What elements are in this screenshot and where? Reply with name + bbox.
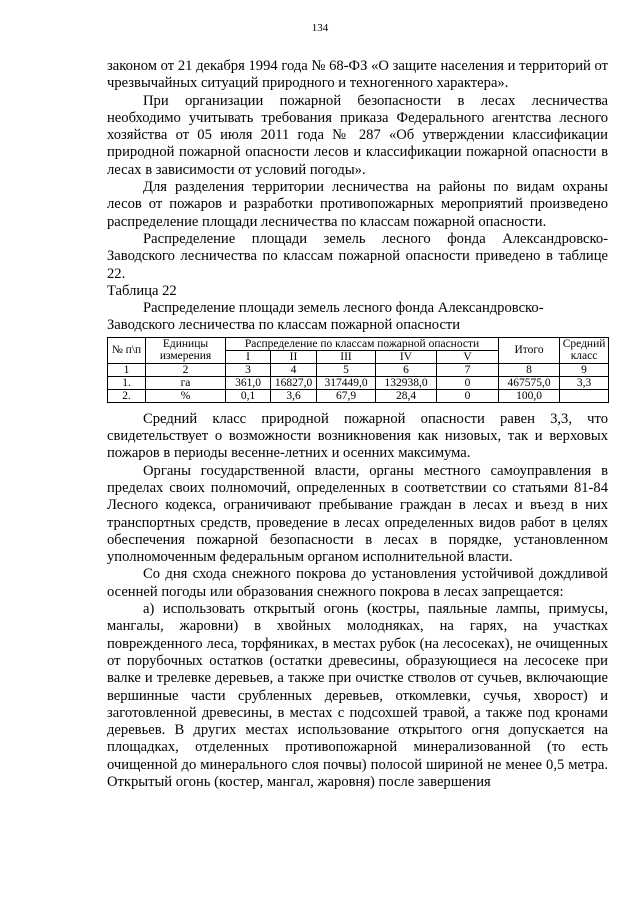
- table-row: [108, 389, 609, 402]
- table-cell: 9: [560, 363, 609, 376]
- table-cell: 2: [146, 363, 226, 376]
- table-cell: 0: [437, 389, 499, 402]
- table-cell: 8: [499, 363, 560, 376]
- table-header-row: [108, 337, 609, 350]
- paragraphs-before-table: [107, 58, 608, 283]
- table-cell: 3: [226, 363, 271, 376]
- table-cell: 3,3: [560, 376, 609, 389]
- table-cell: 4: [271, 363, 317, 376]
- table-cell: 100,0: [499, 389, 560, 402]
- table-cell: 5: [317, 363, 376, 376]
- table-caption-line-1: Распределение площади земель лесного фонда Александровско-: [143, 300, 544, 317]
- document-body: [107, 58, 608, 791]
- header-num: № п\п: [108, 337, 146, 363]
- paragraph: Средний класс природной пожарной опасности равен 3,3, что свидетельствует о возможности возникновения как низовых, так и верховых пожаров в периоды весенне-летних и осенних максимума.: [107, 410, 608, 462]
- header-class-3: III: [317, 350, 376, 363]
- header-class-5: V: [437, 350, 499, 363]
- table-cell: 16827,0: [271, 376, 317, 389]
- table-caption-line-2: Заводского лесничества по классам пожарной опасности: [107, 317, 461, 334]
- table-cell: 1.: [108, 376, 146, 389]
- table-row: [108, 376, 609, 389]
- header-class-4: IV: [376, 350, 437, 363]
- table-cell: 67,9: [317, 389, 376, 402]
- table-cell: 132938,0: [376, 376, 437, 389]
- paragraph: При организации пожарной безопасности в лесах лесничества необходимо учитывать требования приказа Федерального агентства лесного хозяйства от 05 июля 2011 года № 287 «Об утверждении классификации природной пожарной опасности лесов и классификации пожарной опасности в лесах в зависимости от условий погоды».: [107, 92, 608, 178]
- table-cell: 0,1: [226, 389, 271, 402]
- paragraph: Со дня схода снежного покрова до установления устойчивой дождливой осенней погоды или образования снежного покрова в лесах запрещается:: [107, 566, 608, 600]
- table-cell: %: [146, 389, 226, 402]
- table-cell: 361,0: [226, 376, 271, 389]
- table-cell: 6: [376, 363, 437, 376]
- table-cell: 317449,0: [317, 376, 376, 389]
- table-cell: га: [146, 376, 226, 389]
- paragraph: Для разделения территории лесничества на районы по видам охраны лесов от пожаров и разработки противопожарных мероприятий произведено распределение площади лесничества по классам пожарной опасности.: [107, 179, 608, 230]
- table-cell: 0: [437, 376, 499, 389]
- table-index-row: [108, 363, 609, 376]
- paragraph: а) использовать открытый огонь (костры, паяльные лампы, примусы, мангалы, жаровни) в хвойных молодняках, на гарях, на участках поврежденного леса, торфяниках, в местах рубок (на лесосеках), не очищенных от порубочных остатков (остатки древесины, образующиеся на лесосеке при валке и трелевке деревьев, а также при очистке стволов от сучьев, включающие вершинные части срубленных деревьев, откомлевки, сучья, хворост) и заготовленной древесины, в местах с подсохшей травой, а также под кронами деревьев. В других местах использование открытого огня допускается на площадках, отделенных противопожарной минерализованной (то есть очищенной до минерального слоя почвы) полосой шириной не менее 0,5 метра. Открытый огонь (костер, мангал, жаровня) после завершения: [107, 601, 608, 790]
- header-avg-class: Средний класс: [560, 337, 609, 363]
- paragraph: Распределение площади земель лесного фонда Александровско-Заводского лесничества по классам пожарной опасности приведено в таблице 22.: [107, 230, 608, 282]
- header-class-1: I: [226, 350, 271, 363]
- table-cell: 7: [437, 363, 499, 376]
- header-class-2: II: [271, 350, 317, 363]
- header-total: Итого: [499, 337, 560, 363]
- fire-danger-distribution-table: [107, 337, 609, 403]
- table-cell: 1: [108, 363, 146, 376]
- table-label: Таблица 22: [107, 282, 177, 299]
- paragraph: законом от 21 декабря 1994 года № 68-ФЗ «О защите населения и территорий от чрезвычайных ситуаций природного и техногенного характера».: [107, 58, 608, 92]
- table-cell: 2.: [108, 389, 146, 402]
- paragraph: Органы государственной власти, органы местного самоуправления в пределах своих полномочий, определенных в соответствии со статьями 81-84 Лесного кодекса, ограничивают пребывание граждан в лесах и въезд в них транспортных средств, проведение в лесах определенных видов работ в целях обеспечения пожарной безопасности в лесах в порядке, установленном уполномоченным федеральным органом исполнительной власти.: [107, 462, 608, 566]
- table-cell: 3,6: [271, 389, 317, 402]
- table-cell: [560, 389, 609, 402]
- page-number: 134: [311, 22, 329, 34]
- header-units: Единицы измерения: [146, 337, 226, 363]
- header-distribution: Распределение по классам пожарной опасности: [226, 337, 499, 350]
- table-cell: 467575,0: [499, 376, 560, 389]
- paragraphs-after-table: [107, 411, 608, 792]
- table-cell: 28,4: [376, 389, 437, 402]
